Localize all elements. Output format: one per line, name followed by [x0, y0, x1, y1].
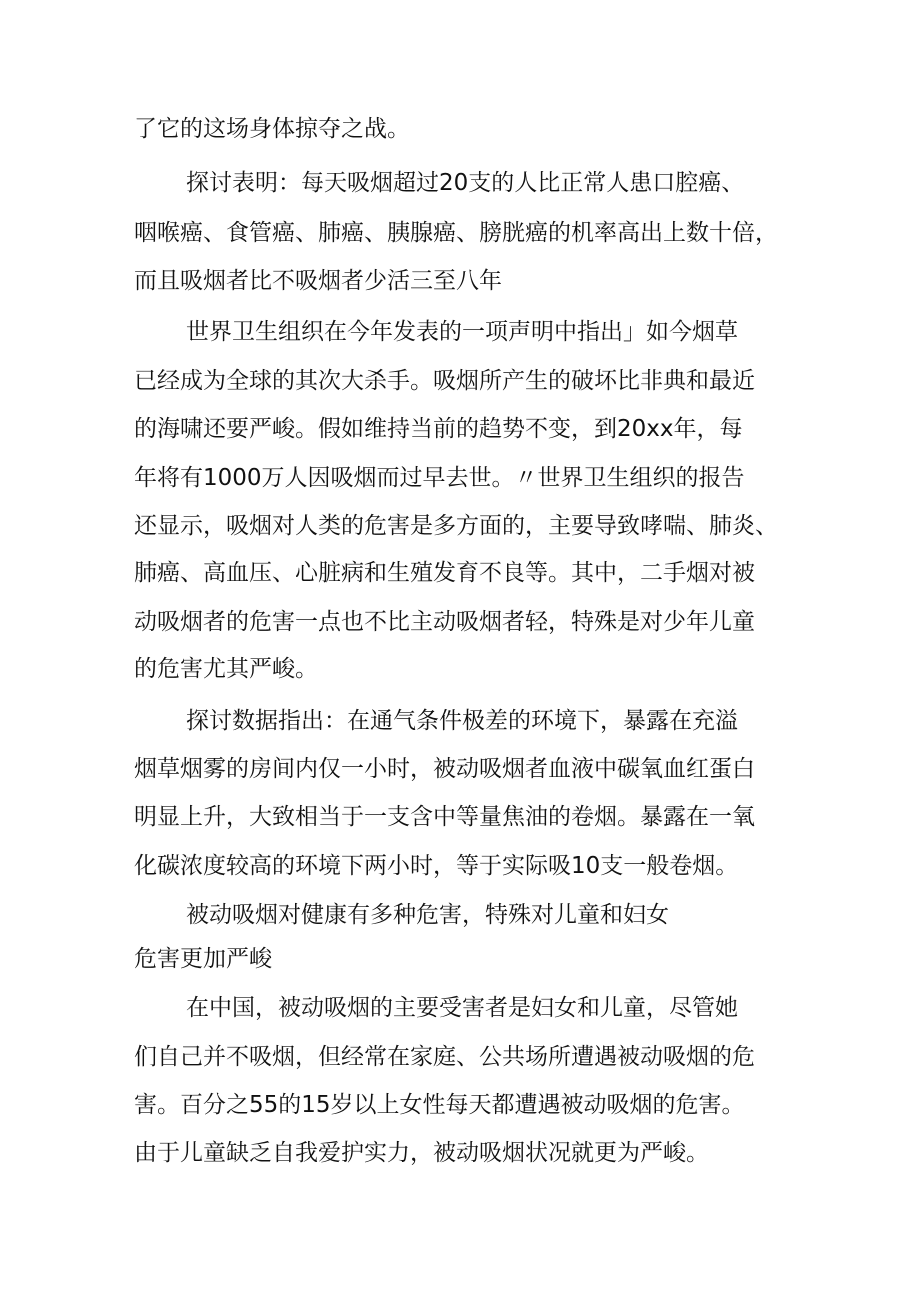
text-line: 已经成为全球的其次大杀手。吸烟所产生的破坏比非典和最近 — [134, 368, 755, 394]
paragraph-first-line: 世界卫生组织在今年发表的一项声明中指出」如今烟草 — [186, 319, 738, 345]
text-line: 年将有1000万人因吸烟而过早去世。〃世界卫生组织的报告 — [134, 465, 745, 491]
text-line: 明显上升，大致相当于一支含中等量焦油的卷烟。暴露在一氧 — [134, 804, 755, 830]
text-line: 烟草烟雾的房间内仅一小时，被动吸烟者血液中碳氧血红蛋白 — [134, 756, 755, 782]
text-line: 动吸烟者的危害一点也不比主动吸烟者轻，特殊是对少年儿童 — [134, 609, 755, 635]
text-line: 们自己并不吸烟，但经常在家庭、公共场所遭遇被动吸烟的危 — [134, 1044, 755, 1070]
text-line: 的危害尤其严峻。 — [134, 656, 318, 682]
paragraph-first-line: 探讨数据指出：在通气条件极差的环境下，暴露在充溢 — [186, 708, 738, 734]
paragraph-first-line: 探讨表明：每天吸烟超过20支的人比正常人患口腔癌、 — [186, 170, 745, 196]
text-line: 由于儿童缺乏自我爱护实力，被动吸烟状况就更为严峻。 — [134, 1140, 709, 1166]
text-line: 危害更加严峻 — [134, 946, 272, 972]
text-line: 化碳浓度较高的环境下两小时，等于实际吸10支一般卷烟。 — [134, 853, 739, 879]
text-line: 的海啸还要严峻。假如维持当前的趋势不变，到20xx年，每 — [134, 416, 743, 442]
text-line: 咽喉癌、食管癌、肺癌、胰腺癌、膀胱癌的机率高出上数十倍， — [134, 220, 778, 246]
text-line: 肺癌、高血压、心脏病和生殖发育不良等。其中，二手烟对被 — [134, 560, 755, 586]
paragraph-first-line: 被动吸烟对健康有多种危害，特殊对儿童和妇女 — [186, 902, 669, 928]
text-line: 害。百分之55的15岁以上女性每天都遭遇被动吸烟的危害。 — [134, 1092, 745, 1118]
text-line: 而且吸烟者比不吸烟者少活三至八年 — [134, 268, 502, 294]
text-line: 还显示，吸烟对人类的危害是多方面的，主要导致哮喘、肺炎、 — [134, 513, 778, 539]
paragraph-first-line: 在中国，被动吸烟的主要受害者是妇女和儿童，尽管她 — [186, 995, 738, 1021]
text-line: 了它的这场身体掠夺之战。 — [134, 116, 410, 142]
